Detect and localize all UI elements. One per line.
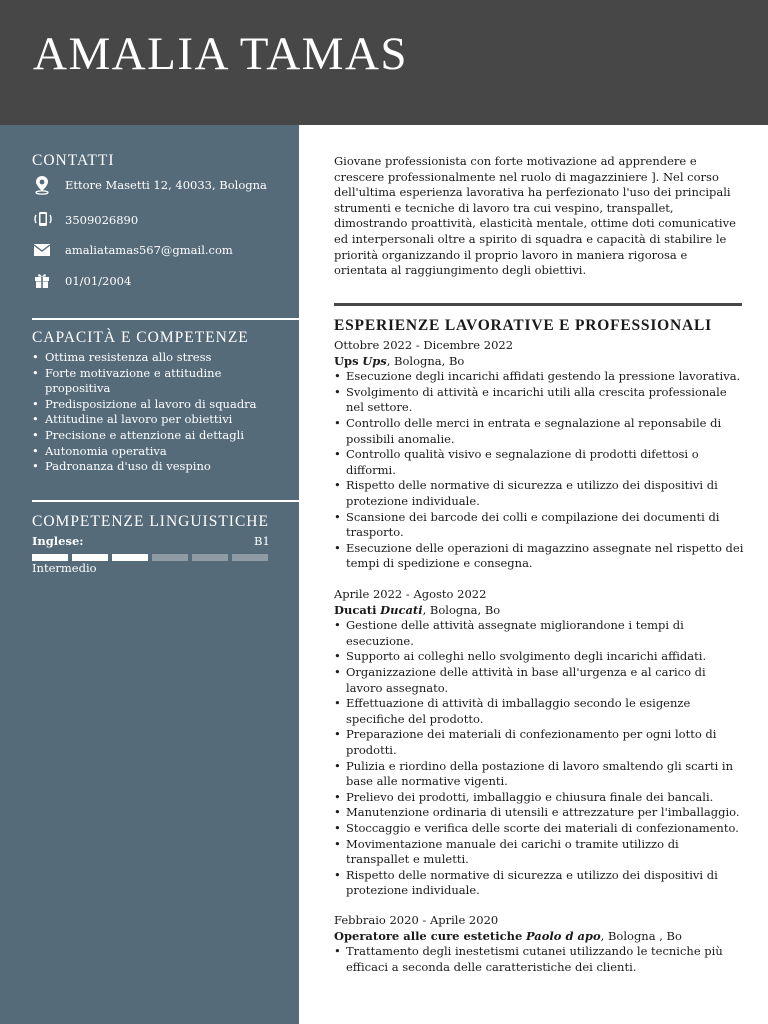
job-duty: • Supporto ai colleghi nello svolgimento degli incarichi affidati. [334, 649, 744, 665]
job-dates: Aprile 2022 - Agosto 2022 [334, 587, 487, 601]
job-duty: • Trattamento degli inestetismi cutanei utilizzando le tecniche più efficaci a seconda delle caratteristiche dei clienti. [334, 944, 744, 975]
contact-birthdate [32, 271, 282, 291]
contact-birthdate-text: 01/01/2004 [65, 274, 132, 288]
job-entry [334, 587, 744, 899]
language-level: B1 [254, 534, 270, 548]
job-duty: • Rispetto delle normative di sicurezza e utilizzo dei dispositivi di protezione individuale. [334, 478, 744, 509]
job-duty: • Preparazione dei materiali di confezionamento per ogni lotto di prodotti. [334, 727, 744, 758]
job-company: Ducati [380, 602, 423, 617]
job-dates: Febbraio 2020 - Aprile 2020 [334, 913, 499, 927]
experience-heading: ESPERIENZE LAVORATIVE E PROFESSIONALI [334, 317, 712, 334]
job-duty: • Scansione dei barcode dei colli e compilazione dei documenti di trasporto. [334, 510, 744, 541]
gift-icon [32, 271, 54, 291]
skill-item: • Ottima resistenza allo stress [32, 350, 277, 366]
job-location: , Bologna, Bo [422, 602, 501, 617]
job-role: Ducati [334, 602, 377, 617]
job-duty: • Svolgimento di attività e incarichi utili alla crescita professionale nel settore. [334, 385, 744, 416]
profile-summary: Giovane professionista con forte motivazione ad apprendere e crescere professionalmente nel ruolo di magazziniere ]. Nel corso dell'ultima esperienza lavorativa ha perfezionato l'uso dei principali strumenti e tecniche di lavoro tra cui vespino, transpallet, dimostrando proattività, elasticità mentale, ottime doti comunicative ed interpersonali oltre a spirito di squadra e capacità di stabilire le priorità organizzando il proprio lavoro in maniera rigorosa e orientata al raggiungimento degli obiettivi. [334, 154, 736, 278]
job-duty: • Stoccaggio e verifica delle scorte dei materiali di confezionamento. [334, 821, 744, 837]
candidate-name: AMALIA TAMAS [33, 28, 409, 80]
job-duties [334, 944, 744, 975]
job-duty: • Rispetto delle normative di sicurezza e utilizzo dei dispositivi di protezione individuale. [334, 868, 744, 899]
job-duty: • Controllo delle merci in entrata e segnalazione al reponsabile di possibili anomalie. [334, 416, 744, 447]
location-pin-icon [32, 175, 54, 195]
job-location: , Bologna , Bo [600, 928, 682, 943]
language-description: Intermedio [32, 561, 97, 575]
skill-item: • Padronanza d'uso di vespino [32, 459, 277, 475]
skill-item: • Predisposizione al lavoro di squadra [32, 397, 277, 413]
job-entry [334, 913, 744, 975]
languages-heading: COMPETENZE LINGUISTICHE [32, 513, 269, 530]
sidebar-divider [32, 500, 299, 502]
skill-item: • Attitudine al lavoro per obiettivi [32, 412, 277, 428]
job-duty: • Movimentazione manuale dei carichi o tramite utilizzo di transpallet e muletti. [334, 837, 744, 868]
job-role-line [334, 354, 744, 370]
language-level-bar [32, 554, 68, 561]
language-level-bar [152, 554, 188, 561]
job-entry [334, 338, 744, 572]
language-level-bar [232, 554, 268, 561]
section-divider [334, 303, 742, 306]
job-duty: • Prelievo dei prodotti, imballaggio e chiusura finale dei bancali. [334, 790, 744, 806]
job-duty: • Esecuzione delle operazioni di magazzino assegnate nel rispetto dei tempi di spedizione e consegna. [334, 541, 744, 572]
job-role: Ups [334, 353, 359, 368]
header-band [0, 0, 768, 125]
skills-heading: CAPACITÀ E COMPETENZE [32, 329, 249, 346]
sidebar-divider [32, 318, 299, 320]
job-duty: • Gestione delle attività assegnate migliorandone i tempi di esecuzione. [334, 618, 744, 649]
job-company: Ups [362, 353, 387, 368]
job-duties [334, 369, 744, 572]
skill-item: • Precisione e attenzione ai dettagli [32, 428, 277, 444]
skills-list [32, 350, 277, 475]
job-role-line [334, 929, 744, 945]
language-name: Inglese: [32, 534, 84, 548]
contact-email [32, 240, 282, 260]
language-level-bar [112, 554, 148, 561]
job-duties [334, 618, 744, 899]
sidebar [0, 125, 299, 1024]
skill-item: • Forte motivazione e attitudine propositiva [32, 366, 277, 397]
job-duty: • Esecuzione degli incarichi affidati gestendo la pressione lavorativa. [334, 369, 744, 385]
contacts-heading: CONTATTI [32, 152, 115, 169]
job-location: , Bologna, Bo [386, 353, 465, 368]
contact-phone [32, 210, 282, 230]
job-duty: • Controllo qualità visivo e segnalazione di prodotti difettosi o difformi. [334, 447, 744, 478]
contact-address-text: Ettore Masetti 12, 40033, Bologna [65, 178, 267, 192]
phone-icon [32, 210, 54, 230]
contact-email-text: amaliatamas567@gmail.com [65, 243, 233, 257]
job-dates: Ottobre 2022 - Dicembre 2022 [334, 338, 514, 352]
job-company: Paolo d apo [525, 928, 601, 943]
job-duty: • Pulizia e riordino della postazione di lavoro smaltendo gli scarti in base alle normative vigenti. [334, 759, 744, 790]
language-level-bar [192, 554, 228, 561]
job-duty: • Manutenzione ordinaria di utensili e attrezzature per l'imballaggio. [334, 805, 744, 821]
contact-address [32, 175, 282, 195]
job-role-line [334, 603, 744, 619]
job-role: Operatore alle cure estetiche [334, 928, 523, 943]
mail-icon [32, 240, 54, 260]
job-duty: • Organizzazione delle attività in base all'urgenza e al carico di lavoro assegnato. [334, 665, 744, 696]
contact-phone-text: 3509026890 [65, 213, 139, 227]
skill-item: • Autonomia operativa [32, 444, 277, 460]
job-duty: • Effettuazione di attività di imballaggio secondo le esigenze specifiche del prodotto. [334, 696, 744, 727]
language-level-bar [72, 554, 108, 561]
